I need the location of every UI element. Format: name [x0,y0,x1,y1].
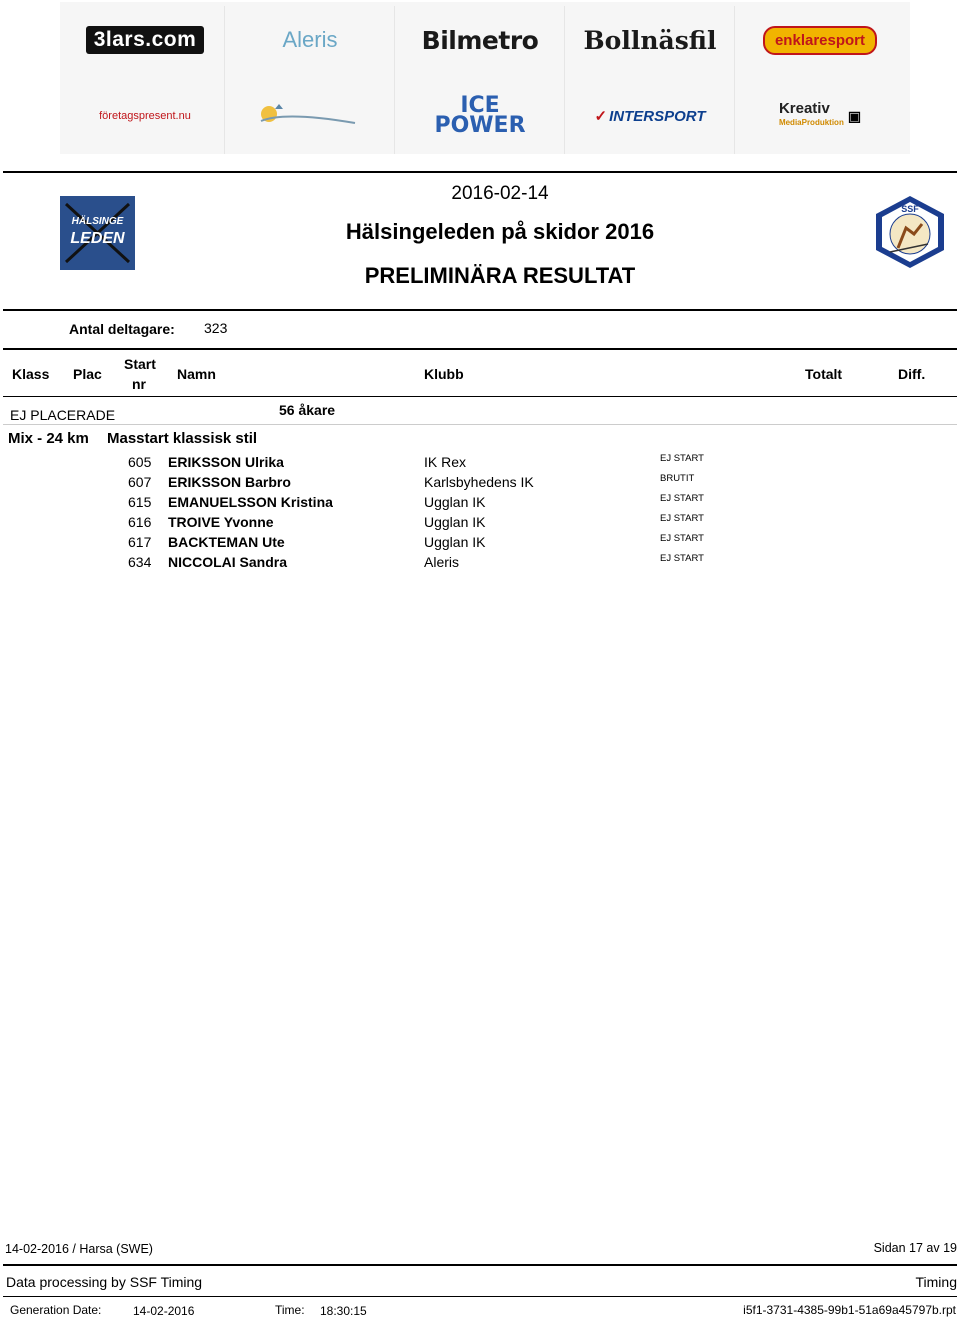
col-namn: Namn [177,366,216,382]
footer-rule [3,1264,957,1266]
participants-count: 323 [204,320,228,336]
sponsor-logo-bollnas: Bollnäsfil [583,25,717,55]
col-nr: nr [132,376,146,392]
row-status: EJ START [660,533,704,544]
sponsor-logo-foretagspresent: företagspresent.nu [99,110,191,122]
timing-label: Timing [915,1274,957,1290]
columns-top-rule [3,348,957,350]
class-name: Mix - 24 km [8,430,89,447]
col-diff: Diff. [898,366,926,382]
row-club: IK Rex [424,454,467,470]
row-name: ERIKSSON Barbro [168,474,291,490]
results-subtitle: PRELIMINÄRA RESULTAT [364,263,636,288]
sponsor-logo-3lars: 3lars.com [60,2,230,78]
table-row [0,514,960,534]
row-club: Aleris [424,554,460,570]
row-start-nr: 634 [128,554,152,570]
halsingeleden-logo: HÄLSINGE LEDEN [60,196,135,270]
time-value: 18:30:15 [320,1304,367,1318]
row-name: ERIKSSON Ulrika [168,454,284,470]
col-totalt: Totalt [805,366,843,382]
row-name: BACKTEMAN Ute [168,534,285,550]
event-title: Hälsingeleden på skidor 2016 [345,219,655,244]
row-start-nr: 605 [128,454,152,470]
row-status: EJ START [660,513,704,524]
report-file: i5f1-3731-4385-99b1-51a69a45797b.rpt [743,1303,956,1317]
row-club: Karlsbyhedens IK [424,474,534,490]
event-date: 2016-02-14 [451,183,549,204]
class-type: Masstart klassisk stil [107,430,258,447]
group-rule [3,424,957,425]
sponsor-logo-halsingland [225,78,395,154]
sponsor-logo-bilmetro: Bilmetro [421,25,539,55]
row-start-nr: 615 [128,494,152,510]
camera-icon: ▣ [847,107,862,124]
row-start-nr: 617 [128,534,152,550]
table-row [0,494,960,514]
group-count: 56 åkare [279,402,336,418]
table-row [0,534,960,554]
table-row [0,474,960,494]
footer-location: 14-02-2016 / Harsa (SWE) [5,1242,153,1256]
header-bottom-rule [3,309,957,311]
ssf-logo: SSF [872,194,948,270]
sponsor-logo-intersport: ✓ INTERSPORT [594,107,706,125]
footer-bottom-rule [3,1296,957,1297]
sponsor-banner [60,2,910,154]
data-processing: Data processing by SSF Timing [6,1274,203,1290]
table-row [0,454,960,474]
sponsor-logo-enklaresport: enklaresport [735,2,905,78]
col-plac: Plac [73,366,102,382]
sponsor-logo-aleris: Aleris [282,27,338,52]
sponsor-logo-kreativ: Kreativ MediaProduktion ▣ [778,100,862,127]
participants-label: Antal deltagare: [69,321,175,337]
row-name: NICCOLAI Sandra [168,554,288,570]
row-club: Ugglan IK [424,514,486,530]
col-start: Start [124,356,156,372]
row-start-nr: 616 [128,514,152,530]
row-club: Ugglan IK [424,534,486,550]
generation-date-label: Generation Date: [10,1303,102,1317]
col-klass: Klass [12,366,50,382]
col-klubb: Klubb [424,366,464,382]
row-status: EJ START [660,453,704,464]
intersport-mark-icon: ✓ [594,108,608,125]
row-start-nr: 607 [128,474,152,490]
row-name: TROIVE Yvonne [168,514,274,530]
row-status: EJ START [660,493,704,504]
halsingland-logo-icon [255,101,365,131]
header-rule [3,171,957,173]
table-row [0,554,960,574]
time-label: Time: [275,1303,305,1317]
row-status: EJ START [660,553,704,564]
row-name: EMANUELSSON Kristina [168,494,333,510]
columns-bottom-rule [3,396,957,397]
page-number: Sidan 17 av 19 [873,1241,957,1255]
row-status: BRUTIT [660,473,695,484]
row-club: Ugglan IK [424,494,486,510]
sponsor-logo-icepower: ICE POWER [434,93,526,138]
group-title: EJ PLACERADE [10,407,116,423]
generation-date: 14-02-2016 [133,1304,195,1318]
